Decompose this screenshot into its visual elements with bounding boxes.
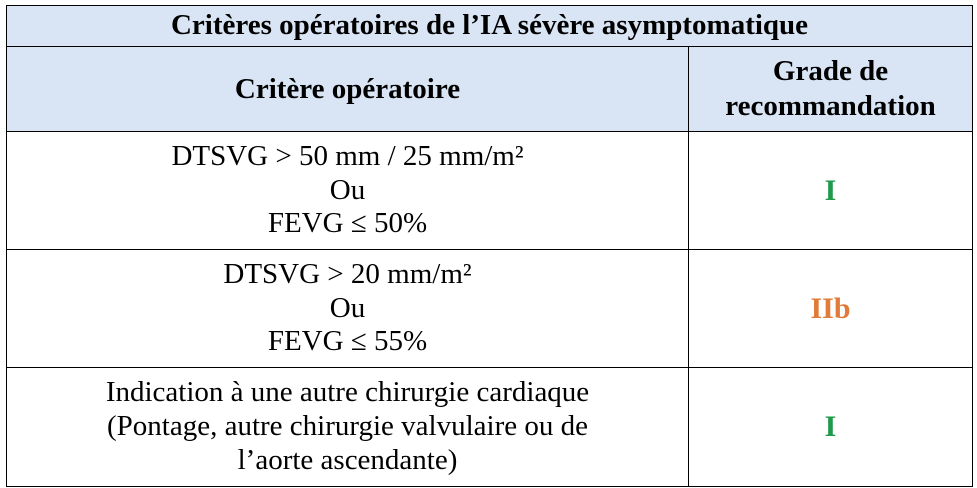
criterion-line: Indication à une autre chirurgie cardiaque xyxy=(105,376,590,409)
criterion-line: FEVG ≤ 55% xyxy=(267,325,428,358)
criterion-cell xyxy=(7,368,689,487)
table-title-row xyxy=(7,6,973,47)
grade-cell xyxy=(689,132,973,250)
table-row xyxy=(7,250,973,368)
header-grade-line-2: recommandation xyxy=(725,90,936,122)
criterion-line: DTSVG > 20 mm/m² xyxy=(223,257,472,290)
grade-cell xyxy=(689,368,973,487)
header-grade-line-1: Grade de xyxy=(772,55,889,88)
table-title: Critères opératoires de l’IA sévère asymptomatique xyxy=(7,6,973,47)
grade-value: I xyxy=(824,410,837,444)
grade-value: IIb xyxy=(810,291,851,325)
table-row xyxy=(7,132,973,250)
header-grade xyxy=(689,47,973,132)
criterion-line: Ou xyxy=(329,173,366,206)
criterion-cell xyxy=(7,250,689,368)
criteria-table xyxy=(6,5,973,487)
criterion-line: (Pontage, autre chirurgie valvulaire ou de xyxy=(106,410,588,443)
table-row xyxy=(7,368,973,487)
criterion-line: FEVG ≤ 50% xyxy=(267,207,428,240)
criterion-line: Ou xyxy=(329,291,366,324)
grade-value: I xyxy=(824,173,837,207)
criteria-table-container xyxy=(6,5,972,483)
criterion-line: DTSVG > 50 mm / 25 mm/m² xyxy=(171,139,524,172)
criterion-cell xyxy=(7,132,689,250)
header-criterion: Critère opératoire xyxy=(7,47,689,132)
grade-cell xyxy=(689,250,973,368)
table-header-row xyxy=(7,47,973,132)
criterion-line: l’aorte ascendante) xyxy=(237,443,458,476)
